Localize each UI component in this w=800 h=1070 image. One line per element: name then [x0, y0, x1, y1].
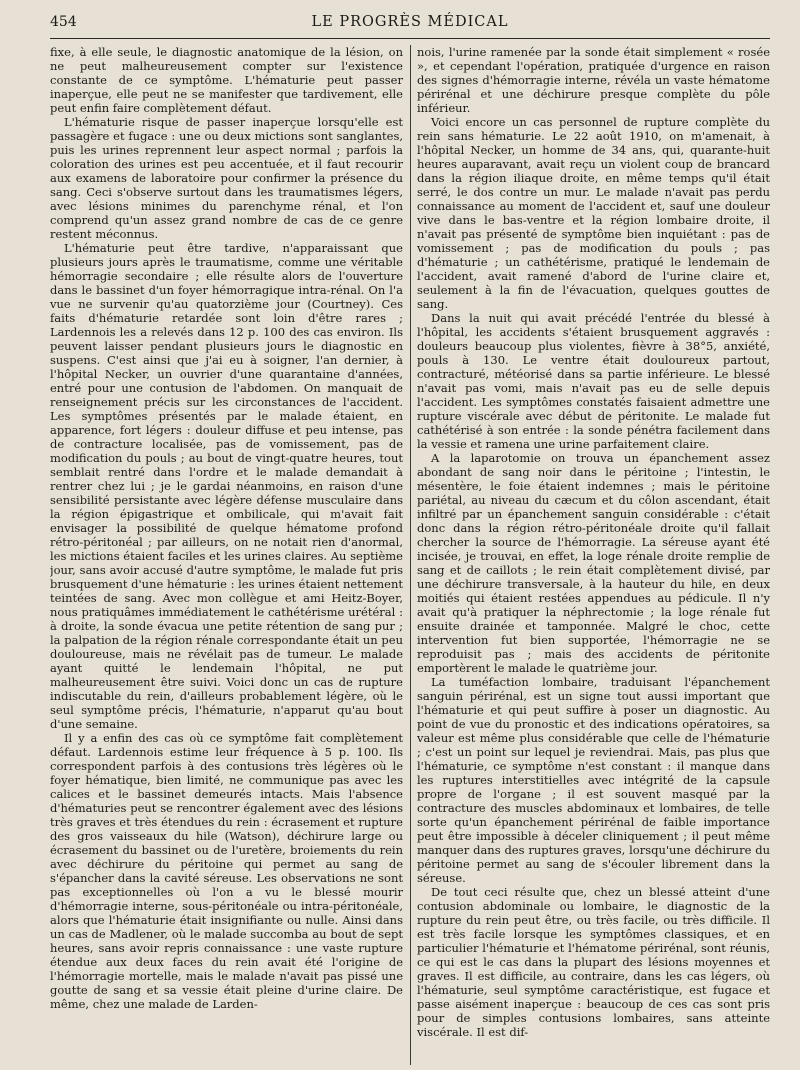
running-title: LE PROGRÈS MÉDICAL — [311, 14, 509, 30]
right-column — [417, 45, 770, 1065]
left-column — [50, 45, 403, 1065]
paragraph: nois, l'urine ramenée par la sonde était simplement « rosée », et cependant l'opération, pratiquée d'urgence en raison des signes d'hémorragie interne, révéla un vaste hématome périrénal et une déchirure presque complète du pôle inférieur. — [417, 45, 770, 115]
paragraph: Il y a enfin des cas où ce symptôme fait complètement défaut. Lardennois estime leur fréquence à 5 p. 100. Ils correspondent parfois à des contusions très légères où le foyer hématique, bien limité, ne communique pas avec les calices et le bassinet demeurés intacts. Mais l'absence d'hématuries peut se rencontrer également avec des lésions très graves et très étendues du rein : écrasement et rupture des gros vaisseaux du hile (Watson), déchirure large ou écrasement du bassinet ou de l'uretère, broiements du rein avec déchirure du péritoine qui permet au sang de s'épancher dans la cavité séreuse. Les observations ne sont pas exceptionnelles où l'on a vu le blessé mourir d'hémorragie interne, sous-péritonéale ou intra-péritonéale, alors que l'hématurie était insignifiante ou nulle. Ainsi dans un cas de Madlener, où le malade succomba au bout de sept heures, sans avoir repris connaissance : une vaste rupture étendue aux deux faces du rein avait été l'origine de l'hémorragie mortelle, mais le malade n'avait pas pissé une goutte de sang et sa vessie était pleine d'urine claire. De même, chez une malade de Larden- — [50, 731, 403, 1011]
text-columns — [50, 45, 770, 1065]
paragraph: L'hématurie peut être tardive, n'apparaissant que plusieurs jours après le traumatisme, comme une véritable hémorragie secondaire ; elle résulte alors de l'ouverture dans le bassinet d'un foyer hémorragique intra-rénal. On l'a vue ne survenir qu'au quatorzième jour (Courtney). Ces faits d'hématurie retardée sont loin d'être rares ; Lardennois les a relevés dans 12 p. 100 des cas environ. Ils peuvent laisser pendant plusieurs jours le diagnostic en suspens. C'est ainsi que j'ai eu à soigner, l'an dernier, à l'hôpital Necker, un ouvrier d'une quarantaine d'années, entré pour une contusion de l'abdomen. On manquait de renseignement précis sur les circonstances de l'accident. Les symptômes présentés par le malade étaient, en apparence, fort légers : douleur diffuse et peu intense, pas de contracture localisée, pas de vomissement, pas de modification du pouls ; au bout de vingt-quatre heures, tout semblait rentré dans l'ordre et le malade demandait à rentrer chez lui ; je le gardai néanmoins, en raison d'une sensibilité persistante avec légère défense musculaire dans la région épigastrique et ombilicale, qui m'avait fait envisager la possibilité de quelque hématome profond rétro-péritonéal ; par ailleurs, on ne notait rien d'anormal, les mictions étaient faciles et les urines claires. Au septième jour, sans avoir accusé d'autre symptôme, le malade fut pris brusquement d'une hématurie : les urines étaient nettement teintées de sang. Avec mon collègue et ami Heitz-Boyer, nous pratiquâmes immédiatement le cathétérisme urétéral : à droite, la sonde évacua une petite rétention de sang pur ; la palpation de la région rénale correspondante était un peu douloureuse, mais ne révélait pas de tumeur. Le malade ayant quitté le lendemain l'hôpital, ne put malheureusement être suivi. Voici donc un cas de rupture indiscutable du rein, d'ailleurs probablement légère, où le seul symptôme précis, l'hématurie, n'apparut qu'au bout d'une semaine. — [50, 241, 403, 731]
page-header — [50, 14, 770, 39]
paragraph: La tuméfaction lombaire, traduisant l'épanchement sanguin périrénal, est un signe tout aussi important que l'hématurie et qui peut suffire à poser un diagnostic. Au point de vue du pronostic et des indications opératoires, sa valeur est même plus considérable que celle de l'hématurie ; c'est un point sur lequel je reviendrai. Mais, pas plus que l'hématurie, ce symptôme n'est constant : il manque dans les ruptures interstitielles avec intégrité de la capsule propre de l'organe ; il est souvent masqué par la contracture des muscles abdominaux et lombaires, de telle sorte qu'un épanchement périrénal de faible importance peut être impossible à déceler cliniquement ; il peut même manquer dans des ruptures graves, lorsqu'une déchirure du péritoine permet au sang de s'écouler librement dans la séreuse. — [417, 675, 770, 885]
column-divider — [410, 45, 411, 1065]
page-number: 454 — [50, 14, 77, 30]
paragraph: L'hématurie risque de passer inaperçue lorsqu'elle est passagère et fugace : une ou deux mictions sont sanglantes, puis les urines reprennent leur aspect normal ; parfois la coloration des urines est peu accentuée, et il faut recourir aux examens de laboratoire pour confirmer la présence du sang. Ceci s'observe surtout dans les traumatismes légers, avec lésions minimes du parenchyme rénal, et l'on comprend qu'un assez grand nombre de cas de ce genre restent méconnus. — [50, 115, 403, 241]
paragraph: fixe, à elle seule, le diagnostic anatomique de la lésion, on ne peut malheureusement compter sur l'existence constante de ce symptôme. L'hématurie peut passer inaperçue, elle peut ne se manifester que tardivement, elle peut enfin faire complètement défaut. — [50, 45, 403, 115]
paragraph: Dans la nuit qui avait précédé l'entrée du blessé à l'hôpital, les accidents s'étaient brusquement aggravés : douleurs beaucoup plus violentes, fièvre à 38°5, anxiété, pouls à 130. Le ventre était douloureux partout, contracturé, météorisé dans sa partie inférieure. Le blessé n'avait pas vomi, mais n'avait pas eu de selle depuis l'accident. Les symptômes constatés faisaient admettre une rupture viscérale avec début de péritonite. Le malade fut cathétérisé à son entrée : la sonde pénétra facilement dans la vessie et ramena une urine parfaitement claire. — [417, 311, 770, 451]
paragraph: De tout ceci résulte que, chez un blessé atteint d'une contusion abdominale ou lombaire, le diagnostic de la rupture du rein peut être, ou très facile, ou très difficile. Il est très facile lorsque les symptômes classiques, et en particulier l'hématurie et l'hématome périrénal, sont réunis, ce qui est le cas dans la plupart des lésions moyennes et graves. Il est difficile, au contraire, dans les cas légers, où l'hématurie, seul symptôme caractéristique, est fugace et passe aisément inaperçue : beaucoup de ces cas sont pris pour de simples contusions lombaires, sans atteinte viscérale. Il est dif- — [417, 885, 770, 1039]
paragraph: A la laparotomie on trouva un épanchement assez abondant de sang noir dans le péritoine ; l'intestin, le mésentère, le foie étaient indemnes ; mais le péritoine pariétal, au niveau du cæcum et du côlon ascendant, était infiltré par un épanchement sanguin considérable : c'était donc dans la région rétro-péritonéale droite qu'il fallait chercher la source de l'hémorragie. La séreuse ayant été incisée, je trouvai, en effet, la loge rénale droite remplie de sang et de caillots ; le rein était complètement divisé, par une déchirure transversale, à la hauteur du hile, en deux moitiés qui étaient restées appendues au pédicule. Il n'y avait qu'à pratiquer la néphrectomie ; la loge rénale fut ensuite drainée et tamponnée. Malgré le choc, cette intervention fut bien supportée, l'hémorragie ne se reproduisit pas ; mais des accidents de péritonite emportèrent le malade le quatrième jour. — [417, 451, 770, 675]
paragraph: Voici encore un cas personnel de rupture complète du rein sans hématurie. Le 22 août 1910, on m'amenait, à l'hôpital Necker, un homme de 34 ans, qui, quarante-huit heures auparavant, avait reçu un violent coup de brancard dans la région iliaque droite, en même temps qu'il était serré, le dos contre un mur. Le malade n'avait pas perdu connaissance au moment de l'accident et, sauf une douleur vive dans le bas-ventre et la région lombaire droite, il n'avait pas présenté de symptôme bien inquiétant : pas de vomissement ; pas de modification du pouls ; pas d'hématurie ; un cathétérisme, pratiqué le lendemain de l'accident, avait ramené d'abord de l'urine claire et, seulement à la fin de l'évacuation, quelques gouttes de sang. — [417, 115, 770, 311]
